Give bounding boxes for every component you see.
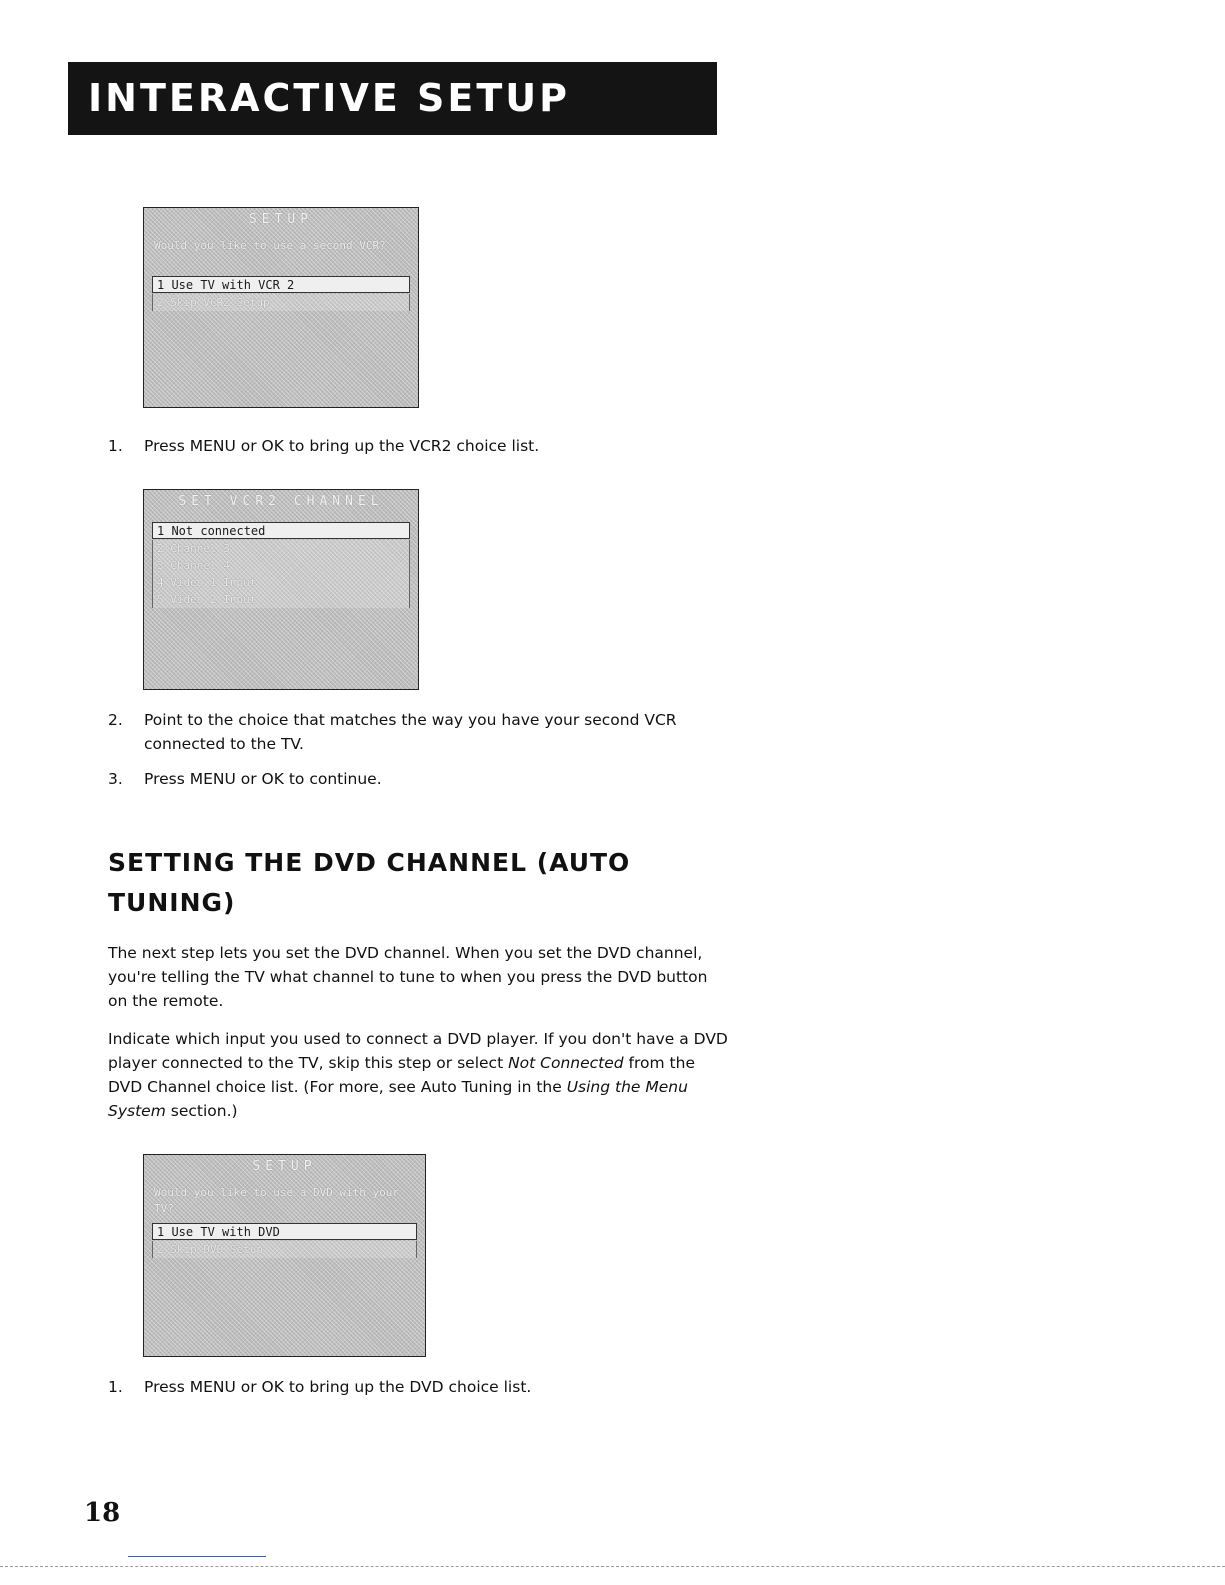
list-item	[108, 767, 728, 791]
menu-option-not-connected[interactable]: 1 Not connected	[152, 522, 410, 539]
menu-option-skip-dvd[interactable]: 2 Skip DVD Setup	[152, 1241, 417, 1258]
menu-option-video-1-input[interactable]: 4 Video 1 Input	[152, 574, 410, 591]
paragraph-emphasis: Using the Menu System	[108, 1078, 688, 1120]
screen-prompt: Would you like to use a DVD with your TV?	[154, 1186, 400, 1215]
paragraph-text: section.)	[165, 1102, 238, 1120]
screen-title: SETUP	[252, 1159, 317, 1174]
list-text: Press MENU or OK to continue.	[144, 770, 382, 788]
menu-option-skip-vcr2[interactable]: 2 Skip VCR2 Setup	[152, 294, 410, 311]
list-number: 1.	[108, 437, 123, 455]
list-item	[108, 434, 728, 458]
menu-option-video-2-input[interactable]: 5 Video 2 Input	[152, 591, 410, 608]
vcr-setup-screen	[143, 207, 419, 408]
section-paragraph-2	[108, 1027, 728, 1123]
list-item	[108, 1375, 728, 1399]
screen-title: SETUP	[248, 212, 314, 227]
list-number: 1.	[108, 1378, 123, 1396]
menu-option-use-vcr2[interactable]: 1 Use TV with VCR 2	[152, 276, 410, 293]
screen-prompt: Would you like to use a second VCR?	[154, 239, 386, 252]
list-number: 3.	[108, 770, 123, 788]
header-bar	[68, 62, 717, 135]
section-paragraph: The next step lets you set the DVD channel. When you set the DVD channel, you're telling the TV what channel to tune to when you press the DVD button on the remote.	[108, 944, 708, 1010]
list-text: Press MENU or OK to bring up the VCR2 choice list.	[144, 437, 540, 455]
list-number: 2.	[108, 711, 123, 729]
page-number: 18	[84, 1498, 121, 1528]
vcr2-channel-screen	[143, 489, 419, 690]
paragraph-text: Indicate which input you used to connect a DVD player. If you don't have a DVD player connected to the TV, skip this step or select	[108, 1030, 728, 1072]
list-text: Point to the choice that matches the way you have your second VCR connected to the TV.	[144, 711, 677, 753]
page-title: INTERACTIVE SETUP	[88, 76, 570, 120]
paragraph-emphasis: Not Connected	[508, 1054, 624, 1072]
page-divider	[0, 1566, 1225, 1567]
dvd-setup-screen	[143, 1154, 426, 1357]
link-underline	[128, 1556, 266, 1557]
menu-option-use-dvd[interactable]: 1 Use TV with DVD	[152, 1223, 417, 1240]
section-heading: SETTING THE DVD CHANNEL (AUTO TUNING)	[108, 848, 631, 917]
paragraph-text: from the DVD Channel choice list. (For more, see Auto Tuning in the	[108, 1054, 695, 1096]
menu-option-channel-3[interactable]: 2 Channel 3	[152, 540, 410, 557]
list-item	[108, 708, 728, 756]
list-text: Press MENU or OK to bring up the DVD choice list.	[144, 1378, 532, 1396]
menu-option-channel-4[interactable]: 3 Channel 4	[152, 557, 410, 574]
screen-title: SET VCR2 CHANNEL	[178, 494, 384, 509]
